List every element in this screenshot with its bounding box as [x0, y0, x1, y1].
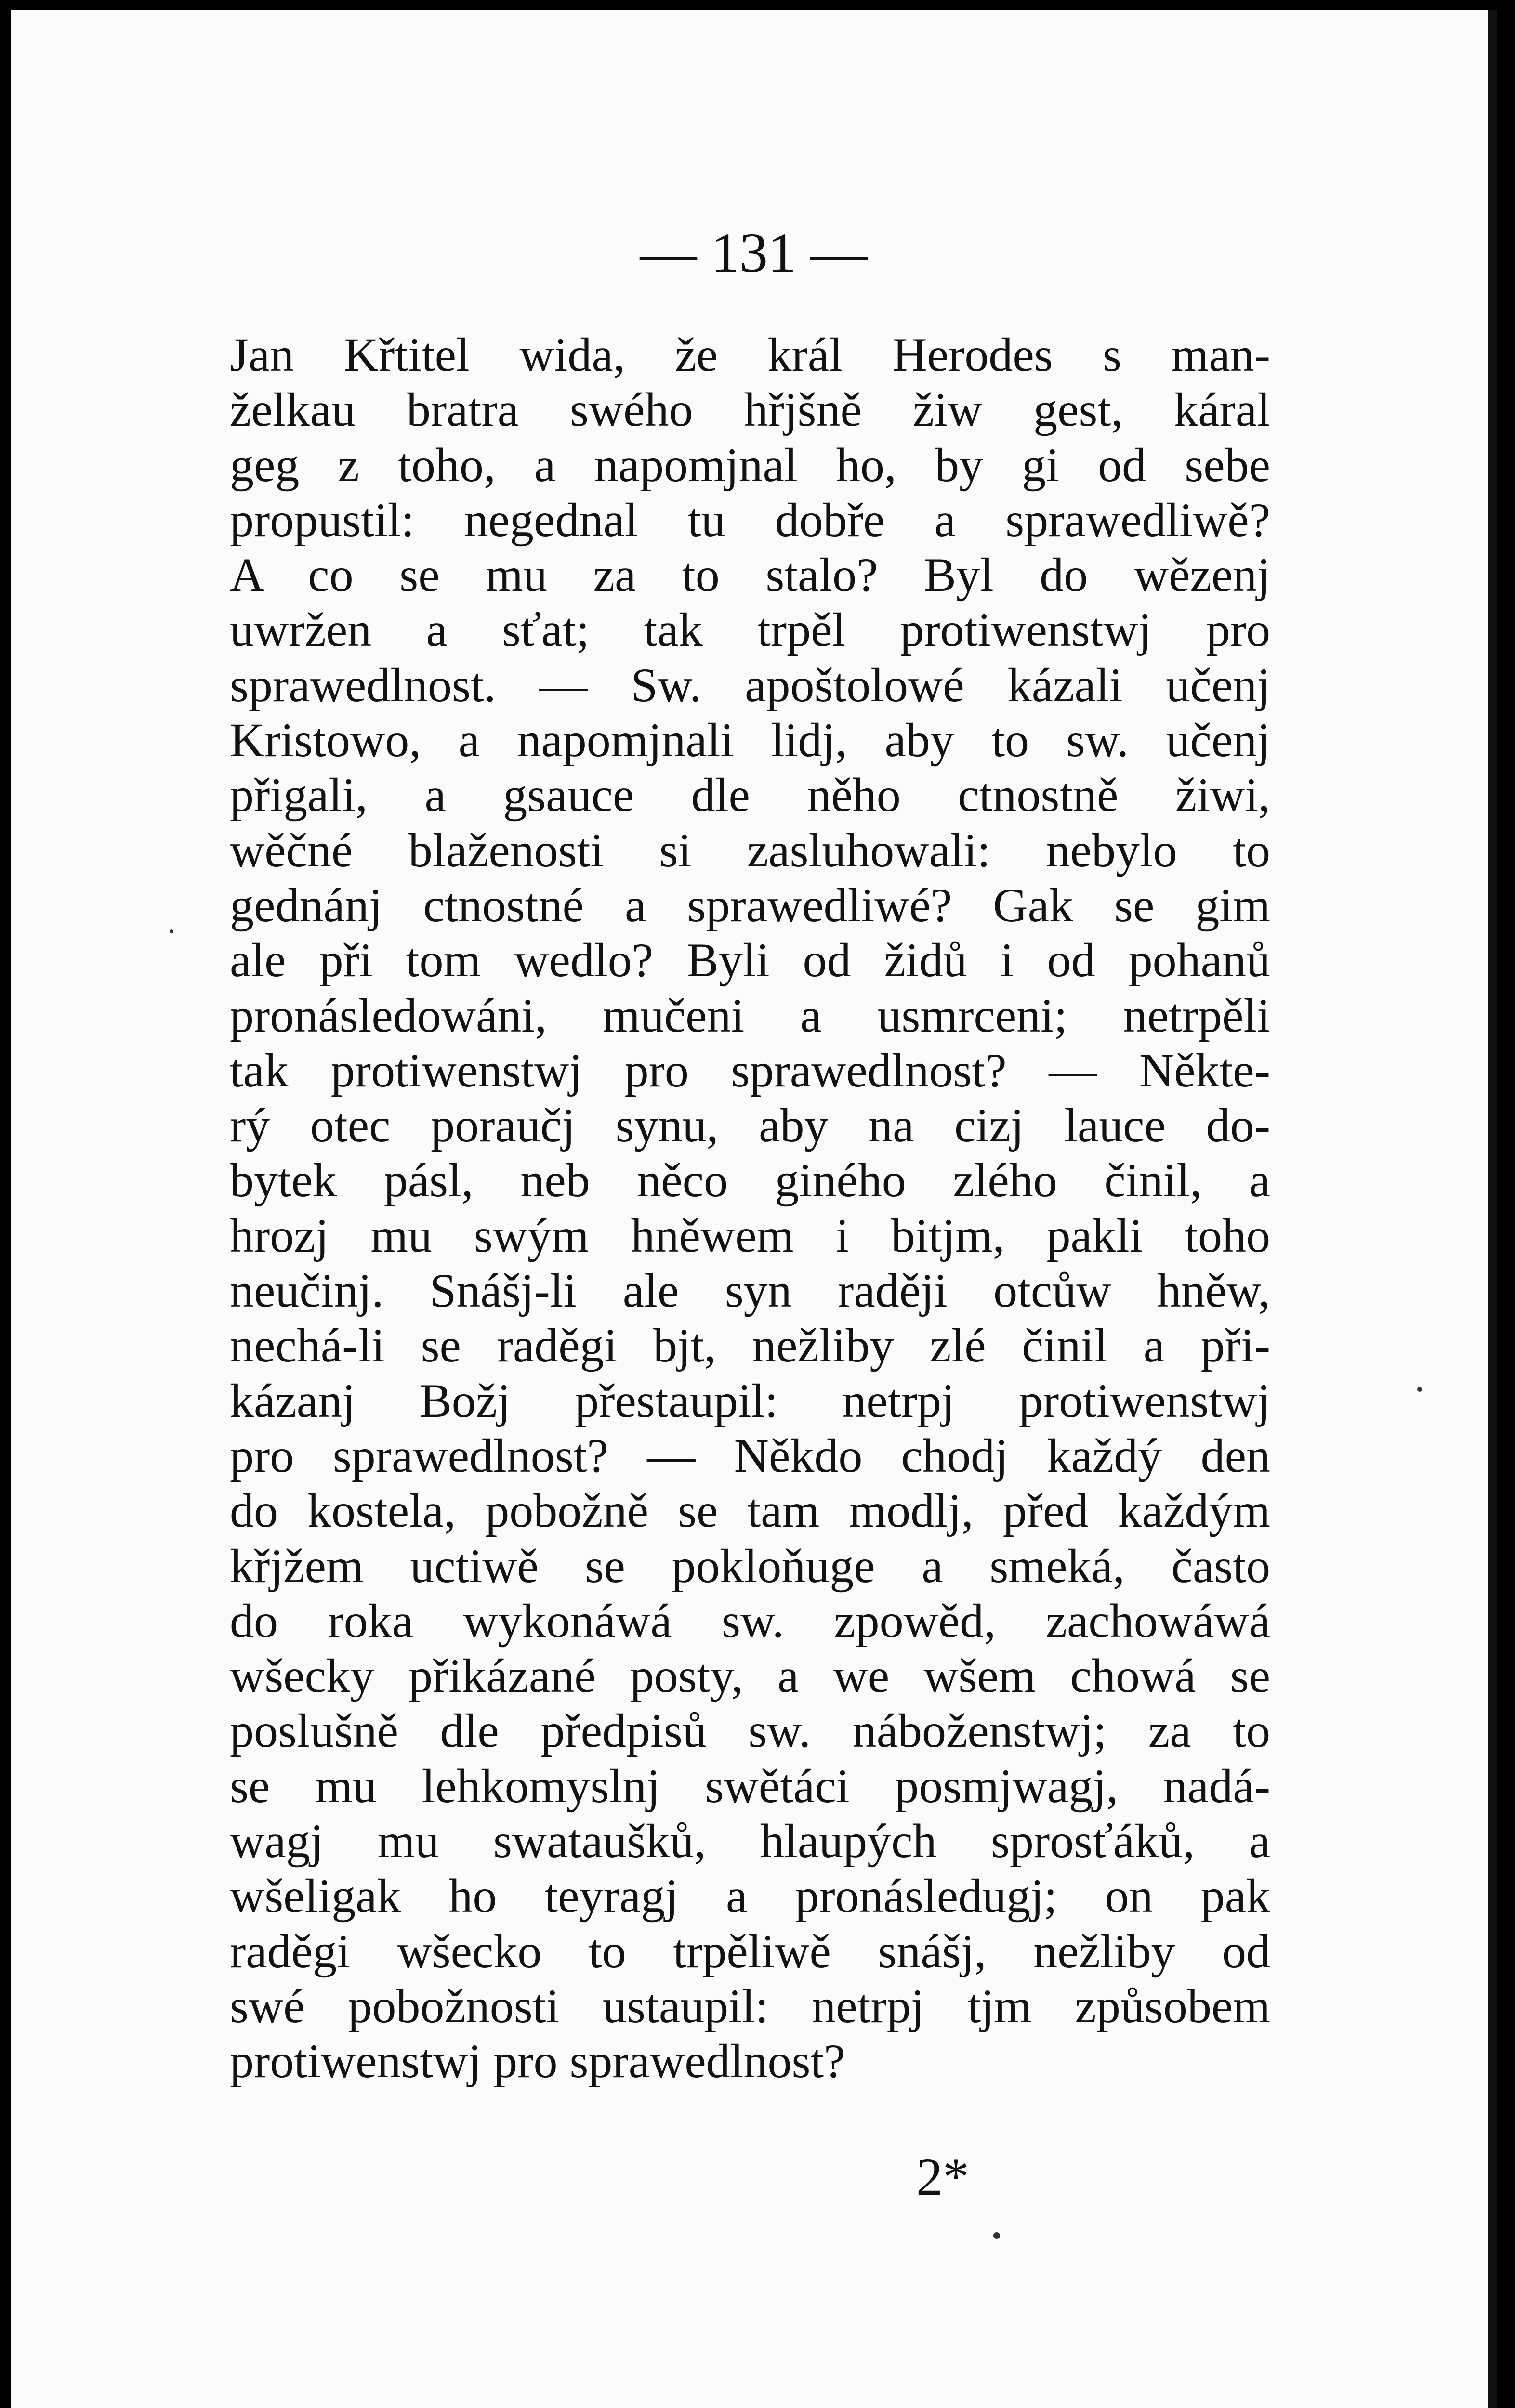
text-line: poslušně dle předpisů sw. náboženstwj; za to: [230, 1704, 1270, 1758]
text-line: přigali, a gsauce dle něho ctnostně žiwi,: [230, 768, 1270, 822]
text-line: bytek pásl, neb něco giného zlého činil, a: [230, 1153, 1270, 1207]
text-line: propustil: negednal tu dobře a sprawedliwě?: [230, 493, 1270, 547]
text-line: gednánj ctnostné a sprawedliwé? Gak se gim: [230, 878, 1270, 932]
text-line: raděgi wšecko to trpěliwě snášj, nežliby od: [230, 1924, 1270, 1978]
text-line: křjžem uctiwě se pokloňuge a smeká, často: [230, 1539, 1270, 1593]
text-line: wěčné blaženosti si zasluhowali: nebylo to: [230, 823, 1270, 877]
text-line: uwržen a sťat; tak trpěl protiwenstwj pro: [230, 603, 1270, 657]
page-number: — 131 —: [640, 221, 868, 284]
text-line: sprawedlnost. — Sw. apoštolowé kázali učenj: [230, 658, 1270, 712]
text-line: Jan Křtitel wida, že král Herodes s man-: [230, 328, 1270, 381]
book-page: [11, 10, 1497, 2408]
text-line: se mu lehkomyslnj swětáci posmjwagj, nadá-: [230, 1759, 1270, 1813]
text-line: wagj mu swataušků, hlaupých sprosťáků, a: [230, 1814, 1270, 1868]
text-line: nechá-li se raděgi bjt, nežliby zlé činil a při-: [230, 1319, 1270, 1373]
text-line: želkau bratra swého hřjšně žiw gest, káral: [230, 383, 1270, 437]
scan-speck: [170, 929, 173, 933]
scan-speck: [1417, 1387, 1422, 1392]
text-line: hrozj mu swým hněwem i bitjm, pakli toho: [230, 1208, 1270, 1262]
signature-mark: 2*: [916, 2147, 969, 2206]
text-line: do kostela, pobožně se tam modlj, před každým: [230, 1484, 1270, 1538]
text-line: tak protiwenstwj pro sprawedlnost? — Někte-: [230, 1043, 1270, 1097]
text-line: swé pobožnosti ustaupil: netrpj tjm způsobem: [230, 1979, 1270, 2033]
scan-speck: [993, 2232, 1000, 2239]
text-line: wšecky přikázané posty, a we wšem chowá se: [230, 1649, 1270, 1703]
text-line: do roka wykonáwá sw. zpowěd, zachowáwá: [230, 1594, 1270, 1648]
text-line: geg z toho, a napomjnal ho, by gi od sebe: [230, 438, 1270, 492]
body-text: [230, 327, 1270, 2089]
text-line: Kristowo, a napomjnali lidj, aby to sw. učenj: [230, 713, 1270, 767]
text-line: wšeligak ho teyragj a pronásledugj; on pak: [230, 1869, 1270, 1923]
text-line: pronásledowáni, mučeni a usmrceni; netrpěli: [230, 988, 1270, 1042]
text-line: kázanj Božj přestaupil: netrpj protiwenstwj: [230, 1374, 1270, 1427]
text-line: A co se mu za to stalo? Byl do wězenj: [230, 548, 1270, 602]
text-line: protiwenstwj pro sprawedlnost?: [230, 2034, 845, 2088]
text-line: ale při tom wedlo? Byli od židů i od pohanů: [230, 933, 1270, 987]
text-line: neučinj. Snášj-li ale syn raději otcůw hněw,: [230, 1264, 1270, 1318]
text-line: rý otec poraučj synu, aby na cizj lauce do-: [230, 1099, 1270, 1152]
text-line: pro sprawedlnost? — Někdo chodj každý den: [230, 1428, 1270, 1482]
